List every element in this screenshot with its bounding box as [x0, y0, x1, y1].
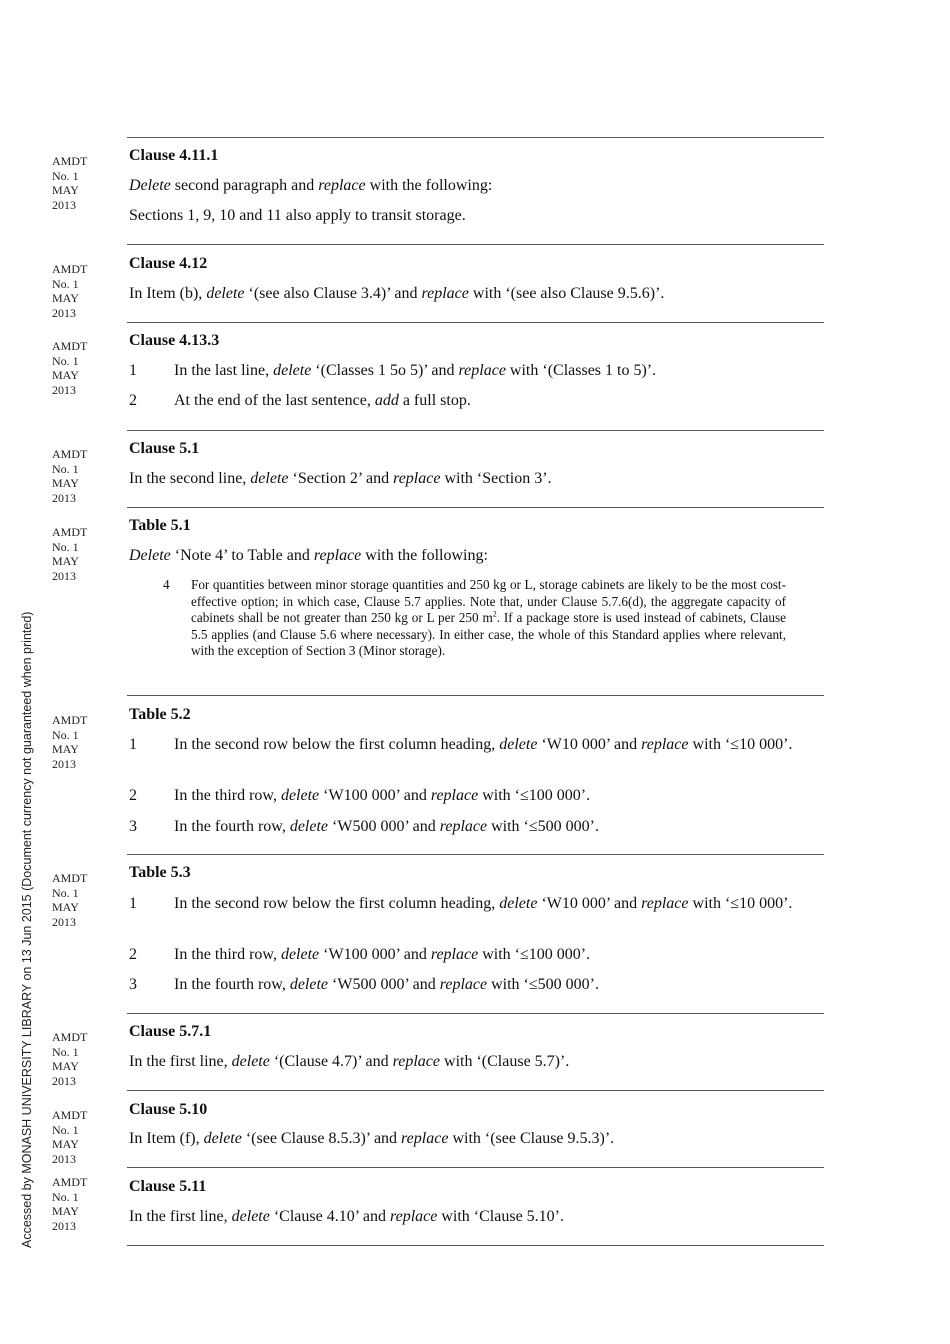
list-item: 1 In the last line, delete ‘(Classes 1 5o 5)’ and replace with ‘(Classes 1 to 5)’.	[129, 362, 657, 379]
instruction-text: In the first line, delete ‘Clause 4.10’ and replace with ‘Clause 5.10’.	[129, 1208, 565, 1225]
section-divider	[127, 695, 824, 696]
section-heading: Clause 4.11.1	[129, 147, 219, 164]
amendment-stamp: AMDT No. 1 MAY 2013	[52, 1175, 88, 1233]
list-item: 3 In the fourth row, delete ‘W500 000’ and replace with ‘≤500 000’.	[129, 818, 599, 835]
instruction-text: In the first line, delete ‘(Clause 4.7)’ and replace with ‘(Clause 5.7)’.	[129, 1053, 570, 1070]
instruction-text: Delete second paragraph and replace with the following:	[129, 177, 493, 194]
instruction-text: In the second line, delete ‘Section 2’ and replace with ‘Section 3’.	[129, 470, 552, 487]
section-heading: Clause 5.1	[129, 440, 200, 457]
section-divider	[127, 1013, 824, 1014]
amendment-stamp: AMDT No. 1 MAY 2013	[52, 871, 88, 929]
list-item: 3 In the fourth row, delete ‘W500 000’ and replace with ‘≤500 000’.	[129, 976, 599, 993]
section-divider	[127, 137, 824, 138]
section-heading: Clause 5.11	[129, 1178, 207, 1195]
section-heading: Table 5.2	[129, 706, 191, 723]
amendment-stamp: AMDT No. 1 MAY 2013	[52, 713, 88, 771]
access-watermark: Accessed by MONASH UNIVERSITY LIBRARY on 13 Jun 2015 (Document currency not guaranteed when printed)	[20, 611, 34, 1248]
replacement-text: Sections 1, 9, 10 and 11 also apply to transit storage.	[129, 207, 466, 224]
amendment-stamp: AMDT No. 1 MAY 2013	[52, 339, 88, 397]
section-divider	[127, 430, 824, 431]
section-divider	[127, 1167, 824, 1168]
list-item: 2 In the third row, delete ‘W100 000’ and replace with ‘≤100 000’.	[129, 787, 591, 804]
amendment-stamp: AMDT No. 1 MAY 2013	[52, 1030, 88, 1088]
instruction-text: Delete ‘Note 4’ to Table and replace with the following:	[129, 547, 488, 564]
section-heading: Table 5.1	[129, 517, 191, 534]
list-item: 2 In the third row, delete ‘W100 000’ and replace with ‘≤100 000’.	[129, 946, 591, 963]
amendment-stamp: AMDT No. 1 MAY 2013	[52, 154, 88, 212]
section-divider	[127, 1245, 824, 1246]
section-heading: Clause 5.7.1	[129, 1023, 212, 1040]
amendment-stamp: AMDT No. 1 MAY 2013	[52, 447, 88, 505]
amendment-stamp: AMDT No. 1 MAY 2013	[52, 1108, 88, 1166]
section-divider	[127, 507, 824, 508]
list-item: 2 At the end of the last sentence, add a full stop.	[129, 392, 471, 409]
list-item: 1 In the second row below the first column heading, delete ‘W10 000’ and replace with ‘≤10 000’.	[129, 736, 793, 753]
section-heading: Table 5.3	[129, 864, 191, 881]
section-divider	[127, 854, 824, 855]
section-divider	[127, 1090, 824, 1091]
list-item: 1 In the second row below the first column heading, delete ‘W10 000’ and replace with ‘≤10 000’.	[129, 895, 793, 912]
instruction-text: In Item (f), delete ‘(see Clause 8.5.3)’ and replace with ‘(see Clause 9.5.3)’.	[129, 1130, 615, 1147]
instruction-text: In Item (b), delete ‘(see also Clause 3.4)’ and replace with ‘(see also Clause 9.5.6)’.	[129, 285, 665, 302]
section-heading: Clause 5.10	[129, 1101, 208, 1118]
amendment-stamp: AMDT No. 1 MAY 2013	[52, 262, 88, 320]
section-heading: Clause 4.13.3	[129, 332, 220, 349]
section-divider	[127, 244, 824, 245]
table-note: 4 For quantities between minor storage quantities and 250 kg or L, storage cabinets are likely to be the most cost-effective option; in which case, Clause 5.7 applies. Note that, under Clause 5.7.6(d), the aggregate capacity of cabinets shall be not greater than 250 kg or L per 250 $m^2$. If a package store is used instead of cabinets, Clause 5.5 applies (and Clause 5.6 where necessary). In either case, the whole of this Standard applies where relevant, with the exception of Section 3 (Minor storage).	[163, 577, 786, 658]
section-divider	[127, 322, 824, 323]
section-heading: Clause 4.12	[129, 255, 208, 272]
amendment-stamp: AMDT No. 1 MAY 2013	[52, 525, 88, 583]
